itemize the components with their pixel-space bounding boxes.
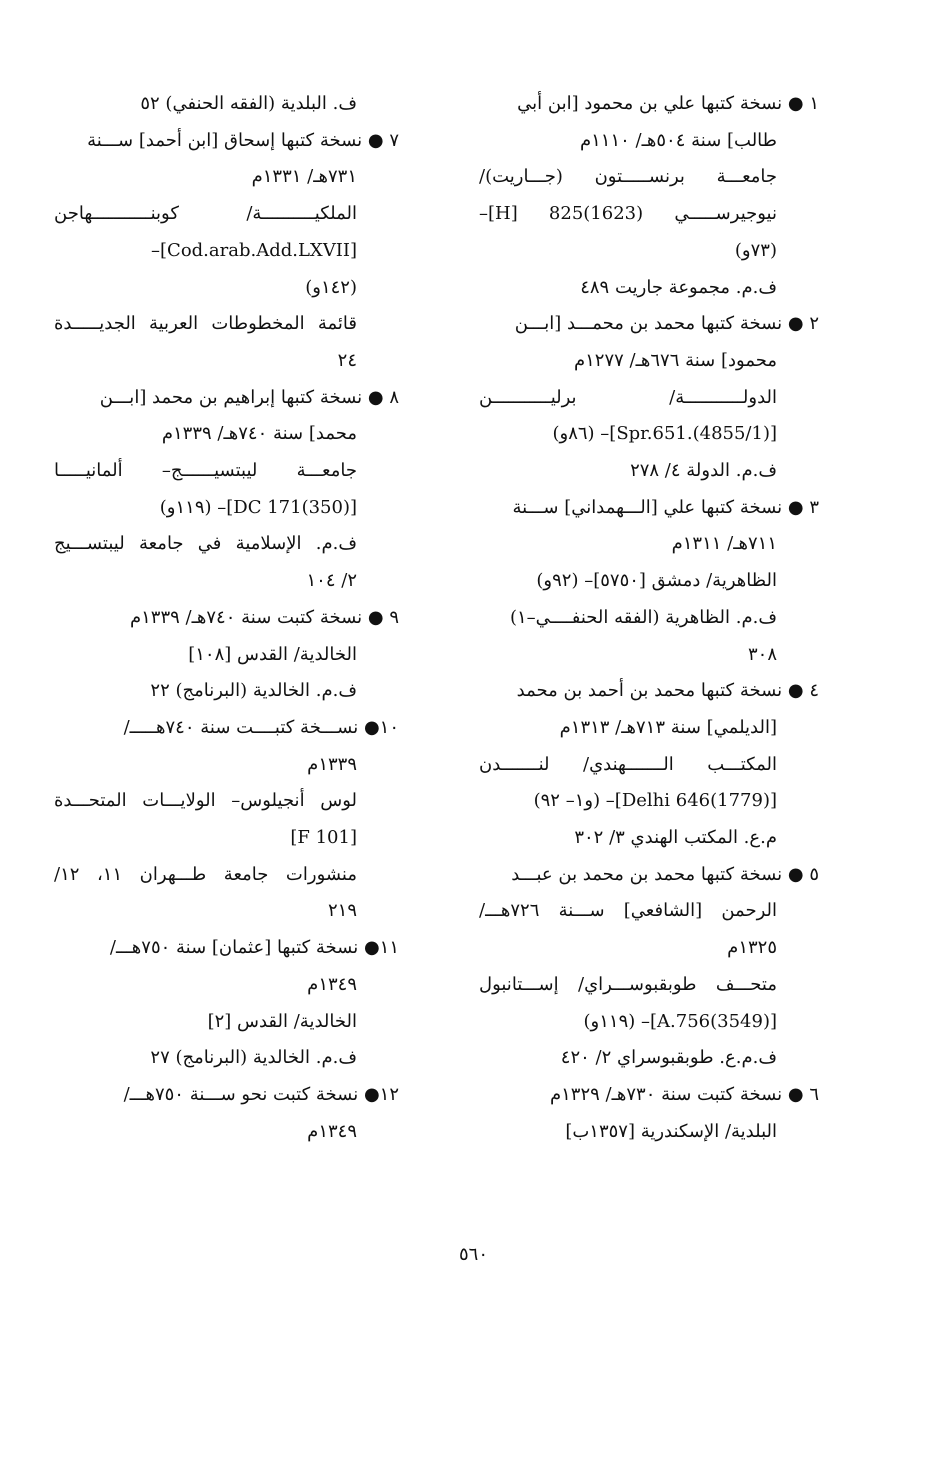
entry-detail-line: المكتـــب الـــــــهندي/ لنـــــــدن: [479, 753, 777, 775]
entry-detail-line: الخالدية/ القدس [٢]: [207, 1010, 357, 1032]
entry-detail-line: ٧٣١هـ/ ١٣٣١م: [251, 166, 357, 188]
entry-heading-line: ١١● نسخة كتبها [عثمان] سنة ٧٥٠هـــ/: [109, 937, 399, 959]
entry-detail-line: محمد] سنة ٧٤٠هـ/ ١٣٣٩م: [161, 423, 357, 445]
entry-heading-line: ٩ ● نسخة كتبت سنة ٧٤٠هـ/ ١٣٣٩م: [129, 606, 399, 628]
entry-detail-line: الظاهرية/ دمشق [٥٧٥٠]– (٩٢و): [536, 570, 777, 592]
entry-detail-line: طالب] سنة ٥٠٤هـ/ ١١١٠م: [579, 129, 777, 151]
entry-detail-line: ١٣٣٩م: [307, 753, 357, 775]
entry-detail-line: [Delhi 646(1779)]– (و١– ٩٢): [533, 790, 777, 812]
entry-heading-line: ٨ ● نسخة كتبها إبراهيم بن محمد [ابـــن: [99, 386, 399, 408]
entry-heading-line: ٢ ● نسخة كتبها محمد بن محمـــد [ابـــن: [514, 313, 819, 335]
entry-detail-line: قائمة المخطوطات العربية الجديـــــدة: [54, 313, 357, 335]
entry-detail-line: محمود] سنة ٦٧٦هـ/ ١٢٧٧م: [573, 349, 777, 371]
entry-heading-line: ٥ ● نسخة كتبها محمد بن محمد بن عبـــد: [511, 863, 819, 885]
left-column: [54, 86, 399, 1150]
entry-detail-line: ف.م. الإسلامية في جامعة ليبتســـيج: [54, 533, 357, 555]
entry-heading-line: ٧ ● نسخة كتبها إسحاق [ابن أحمد] ســـنة: [87, 129, 399, 151]
entry-detail-line: [A.756(3549)]– (١١٩و): [583, 1010, 777, 1032]
entry-detail-line: [الديلمي] سنة ٧١٣هـ/ ١٣١٣م: [559, 716, 777, 738]
entry-detail-line: ٢١٩: [327, 900, 357, 922]
entry-detail-line: الملكيــــــــــة/ كوبنـــــــــــهاجن: [54, 203, 357, 225]
entry-detail-line: الخالدية/ القدس [١٠٨]: [188, 643, 357, 665]
entry-detail-line: ٧١١هـ/ ١٣١١م: [671, 533, 777, 555]
entry-detail-line: متحـــف طوبقبوســـراي/ إســـتانبول: [479, 973, 777, 995]
entry-detail-line: ف.م. مجموعة جاريت ٤٨٩: [580, 276, 777, 298]
entry-detail-line: جامعـــة برنســـــتون (جـــاريت)/: [479, 166, 777, 188]
entry-detail-line: [Spr.651.(4855/1)]– (٨٦و): [552, 423, 777, 445]
entry-detail-line: ف.م. الدولة ٤/ ٢٧٨: [630, 460, 777, 482]
entry-heading-line: ٤ ● نسخة كتبها محمد بن أحمد بن محمد: [516, 680, 819, 702]
entry-detail-line: ١٣٤٩م: [307, 1120, 357, 1142]
entry-detail-line: لوس أنجيلوس– الولايـــات المتحـــدة: [54, 790, 357, 812]
entry-detail-line: [F 101]: [290, 827, 357, 849]
entry-detail-line: ٢/ ١٠٤: [306, 570, 357, 592]
entry-detail-line: [Cod.arab.Add.LXVII]–: [151, 239, 357, 261]
entry-detail-line: ف.م. الخالدية (البرنامج) ٢٢: [150, 680, 357, 702]
entry-detail-line: ف.م.ع. طوبقبوسراي ٢/ ٤٢٠: [560, 1047, 777, 1069]
entry-detail-line: نيوجيرســـــي H] 825(1623)]–: [479, 203, 777, 225]
entry-detail-line: ف.م. الظاهرية (الفقه الحنفــــي–١): [509, 606, 777, 628]
entry-detail-line: ١٣٤٩م: [307, 973, 357, 995]
entry-detail-line: البلدية/ الإسكندرية [١٣٥٧ب]: [565, 1120, 777, 1142]
entry-heading-line: ١ ● نسخة كتبها علي بن محمود [ابن أبي: [517, 93, 819, 114]
page-number: ٥٦٠: [458, 1244, 488, 1265]
entry-detail-line: الدولـــــــــــة/ برليـــــــــــن: [479, 386, 777, 408]
entry-detail-line: م.ع. المكتب الهندي ٣/ ٣٠٢: [574, 827, 777, 849]
entry-detail-line: جامعـــة ليبتسيــــــج– ألمانيـــــا: [54, 460, 357, 482]
entry-detail-line: ف.م. الخالدية (البرنامج) ٢٧: [150, 1047, 357, 1069]
entry-detail-line: ٣٠٨: [747, 643, 777, 665]
entry-detail-line: ف. البلدية (الفقه الحنفي) ٥٢: [140, 93, 357, 114]
entry-detail-line: [DC 171(350)]– (١١٩و): [159, 496, 357, 518]
entry-detail-line: (١٤٢و): [305, 276, 357, 298]
entry-heading-line: ٦ ● نسخة كتبت سنة ٧٣٠هـ/ ١٣٢٩م: [549, 1083, 819, 1105]
entry-detail-line: ١٣٢٥م: [727, 937, 777, 959]
entry-detail-line: الرحمن [الشافعي] ســـنة ٧٢٦هـــ/: [479, 900, 777, 922]
entry-detail-line: ٢٤: [337, 349, 357, 371]
entry-heading-line: ١٠● نســـخة كتبــــت سنة ٧٤٠هـــــ/: [123, 716, 399, 738]
entry-heading-line: ١٢● نسخة كتبت نحو ســـنة ٧٥٠هـــ/: [123, 1083, 399, 1105]
entry-detail-line: منشورات جامعة طـــهران ١١، ١٢/: [54, 863, 358, 885]
entry-detail-line: (٧٣و): [734, 239, 777, 261]
entry-heading-line: ٣ ● نسخة كتبها علي [الـــهمداني] ســـنة: [512, 496, 819, 518]
right-column: [479, 86, 819, 1150]
